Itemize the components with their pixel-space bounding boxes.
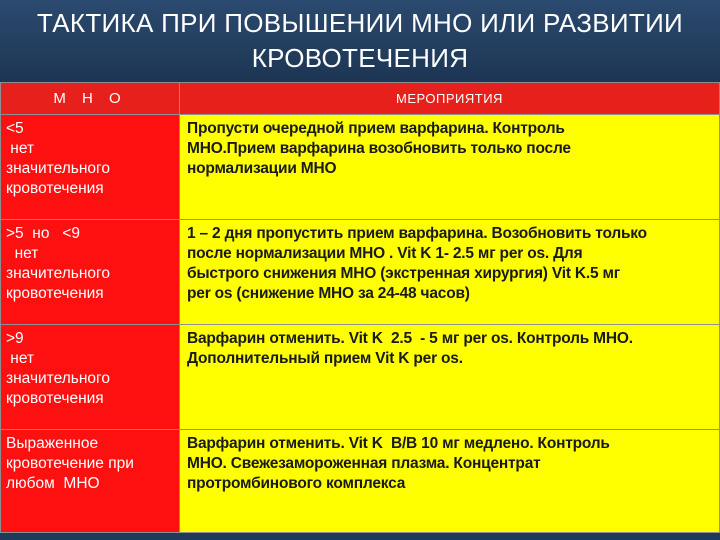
action-line: быстрого снижения МНО (экстренная хирургия) Vit K.5 мг — [187, 265, 621, 282]
inr-tactics-table — [0, 82, 720, 533]
action-line: Пропусти очередной прием варфарина. Контроль — [187, 120, 565, 137]
action-line: 1 – 2 дня пропустить прием варфарина. Возобновить только — [187, 225, 647, 242]
table-header-row — [1, 83, 720, 115]
condition-cell — [1, 115, 180, 220]
condition-line: значительного — [6, 265, 110, 282]
condition-line: любом МНО — [6, 475, 100, 492]
title-line-1: ТАКТИКА ПРИ ПОВЫШЕНИИ МНО ИЛИ РАЗВИТИИ — [36, 8, 684, 38]
condition-line: нет — [6, 140, 35, 157]
condition-line: нет — [6, 245, 39, 262]
action-cell — [180, 115, 720, 220]
action-cell — [180, 430, 720, 533]
action-line: протромбинового комплекса — [187, 475, 406, 492]
condition-cell — [1, 325, 180, 430]
action-cell — [180, 220, 720, 325]
title-line-2: КРОВОТЕЧЕНИЯ — [251, 43, 469, 73]
action-cell — [180, 325, 720, 430]
condition-line: Выраженное — [6, 435, 99, 452]
condition-line: >9 — [6, 330, 24, 347]
action-line: Дополнительный прием Vit K per os. — [187, 350, 463, 367]
table-row — [1, 430, 720, 533]
condition-cell — [1, 430, 180, 533]
condition-line: кровотечение при — [6, 455, 134, 472]
table-row — [1, 220, 720, 325]
action-line: МНО.Прием варфарина возобновить только после — [187, 140, 571, 157]
action-line: после нормализации МНО . Vit K 1- 2.5 мг per os. Для — [187, 245, 583, 262]
condition-line: значительного — [6, 160, 110, 177]
condition-line: кровотечения — [6, 180, 104, 197]
condition-line: нет — [6, 350, 35, 367]
table-row — [1, 325, 720, 430]
action-line: Варфарин отменить. Vit K 2.5 - 5 мг per os. Контроль МНО. — [187, 330, 633, 347]
condition-cell — [1, 220, 180, 325]
action-line: нормализации МНО — [187, 160, 337, 177]
header-inr: М Н О — [1, 83, 180, 115]
condition-line: >5 но <9 — [6, 225, 81, 242]
action-line: Варфарин отменить. Vit K В/В 10 мг медлено. Контроль — [187, 435, 610, 452]
action-line: МНО. Свежезамороженная плазма. Концентрат — [187, 455, 541, 472]
header-measures: МЕРОПРИЯТИЯ — [180, 83, 720, 115]
condition-line: значительного — [6, 370, 110, 387]
condition-line: кровотечения — [6, 285, 104, 302]
condition-line: кровотечения — [6, 390, 104, 407]
condition-line: <5 — [6, 120, 24, 137]
slide-title — [0, 0, 720, 82]
table-row — [1, 115, 720, 220]
action-line: per os (снижение МНО за 24-48 часов) — [187, 285, 470, 302]
